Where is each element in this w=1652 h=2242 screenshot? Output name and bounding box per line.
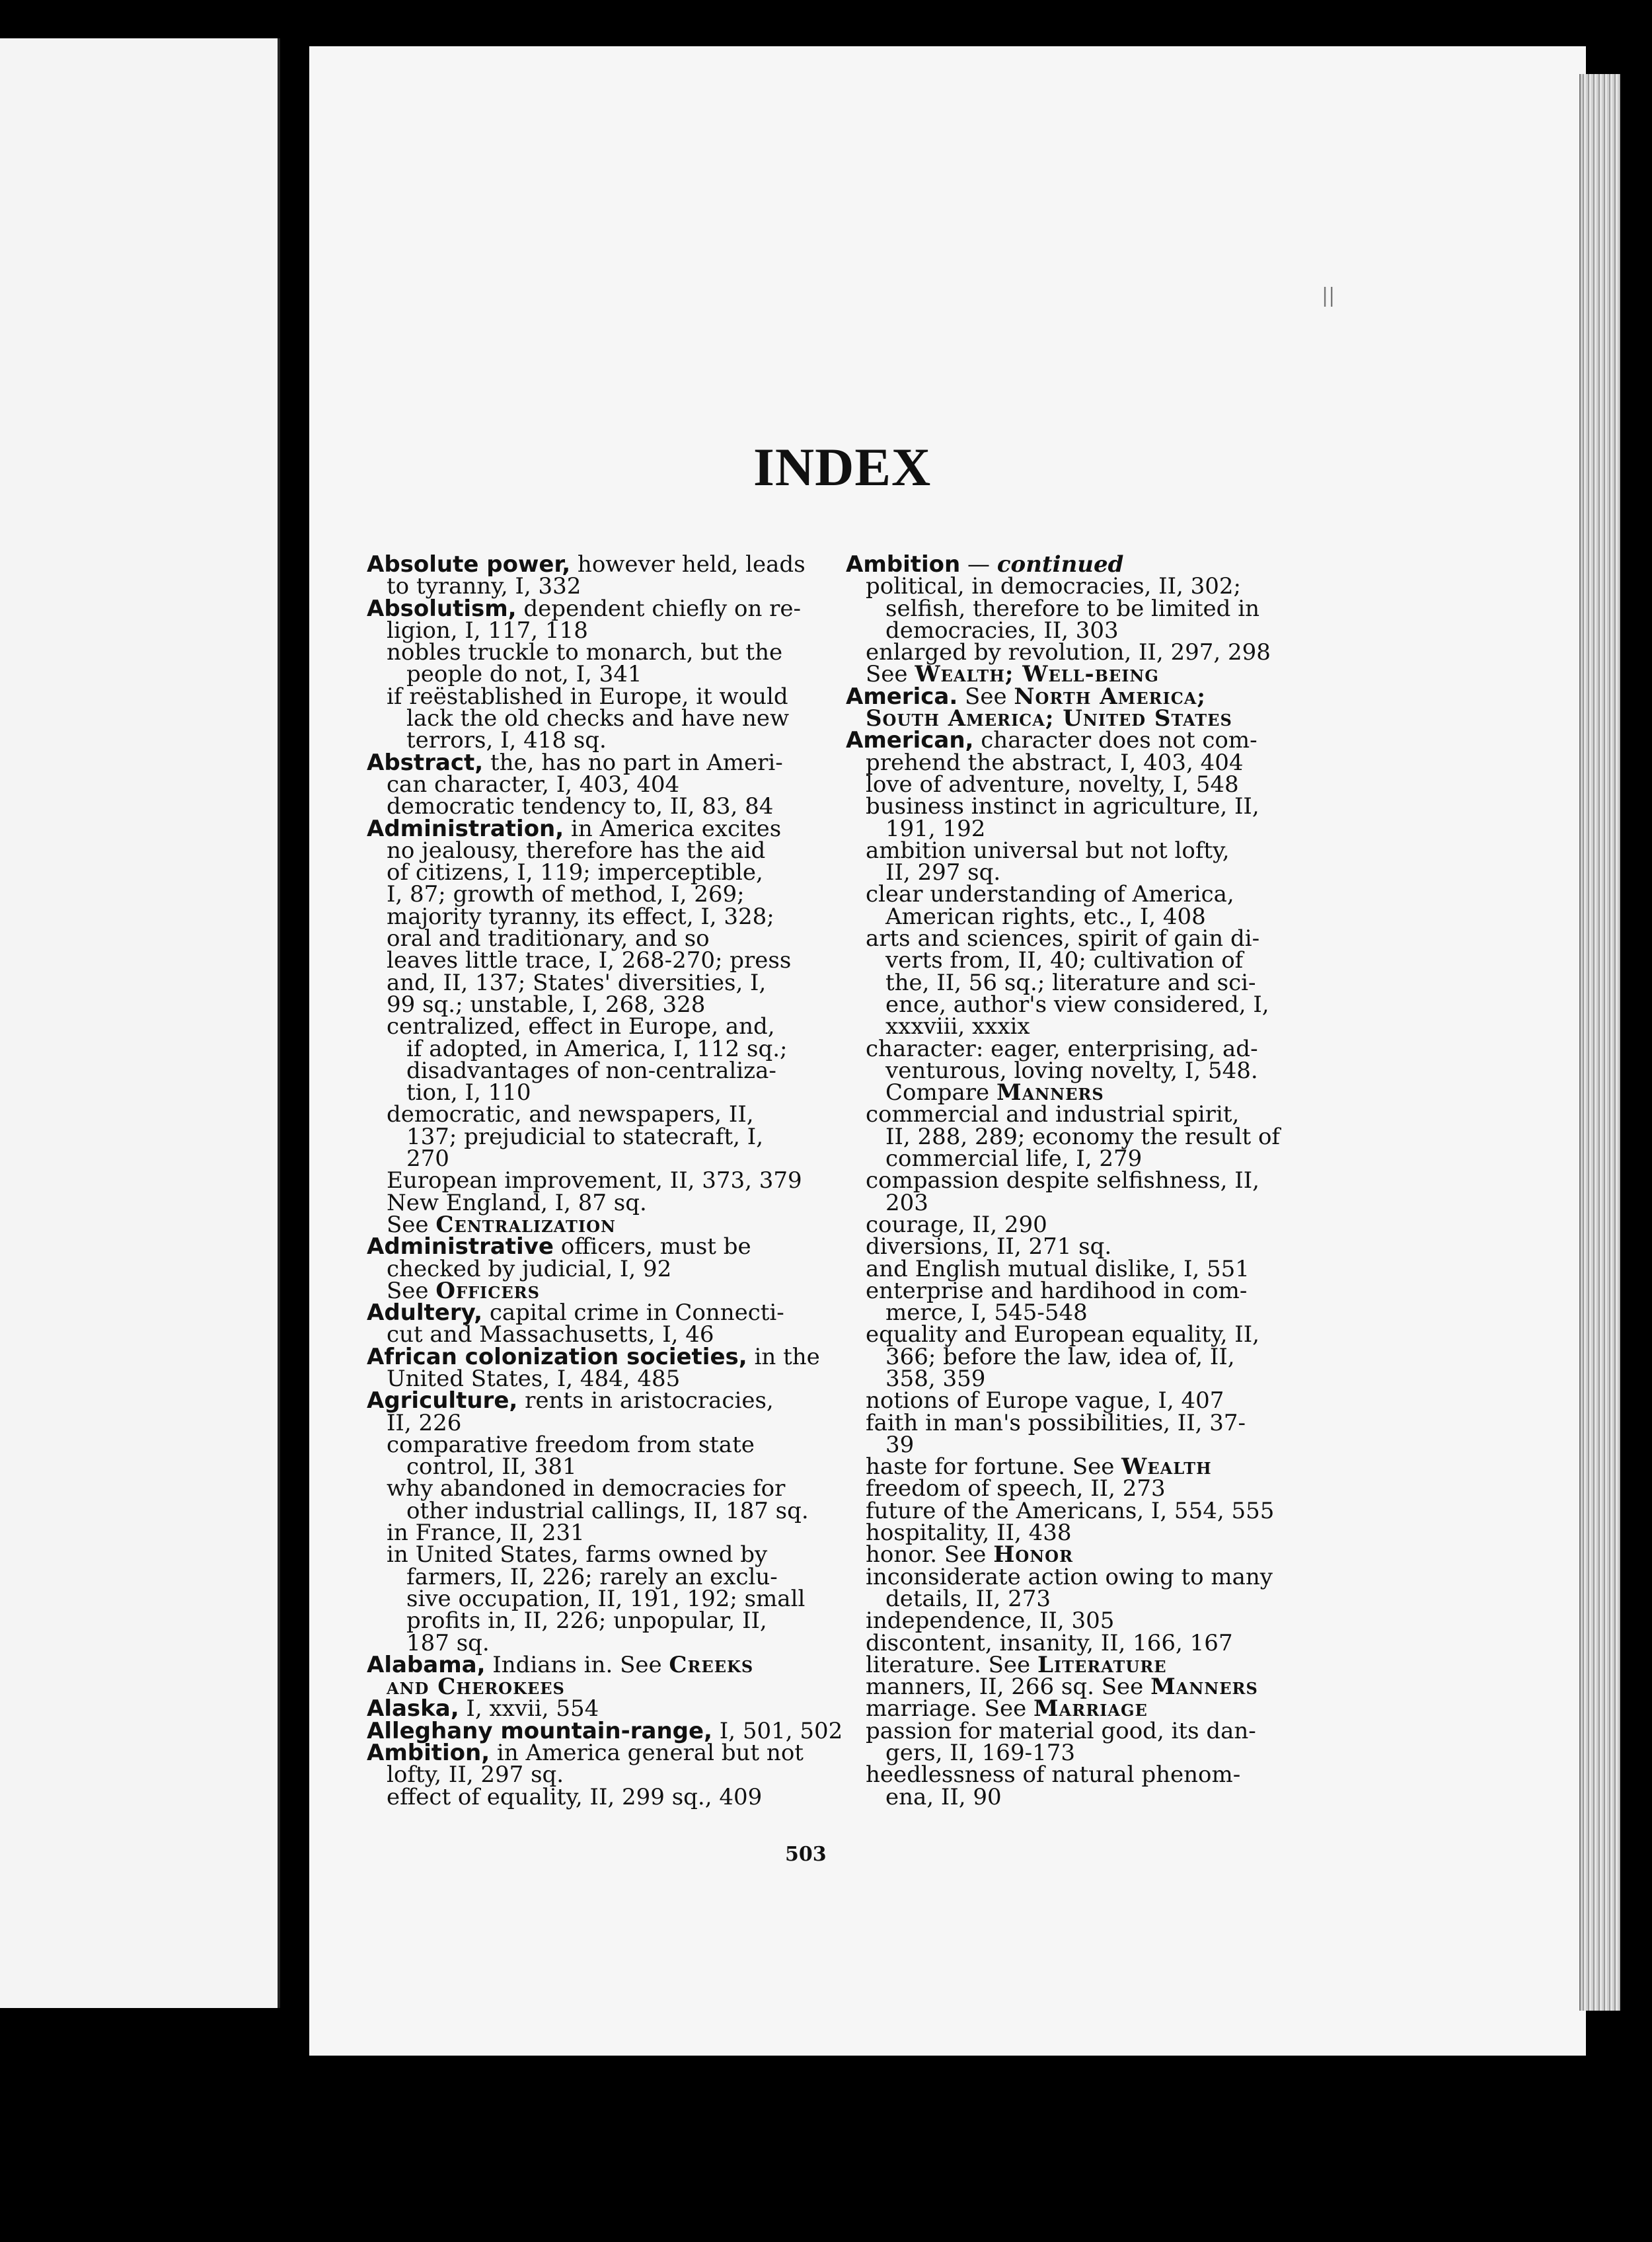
index-entry-text: lack the old checks and have new [406,705,790,732]
index-entry-text: notions of Europe vague, I, 407 [866,1387,1224,1414]
index-entry-text: hospitality, II, 438 [866,1520,1072,1547]
index-line [367,683,829,710]
index-entry-text: selfish, therefore to be limited in [885,595,1259,622]
index-entry-text: details, II, 273 [885,1585,1051,1612]
index-line [367,1475,829,1502]
index-entry-text: in United States, farms owned by [387,1541,768,1568]
index-line [367,1123,829,1150]
index-line [367,1101,829,1128]
index-line [846,1365,1298,1392]
index-entry-text: haste for fortune. See [866,1453,1122,1481]
index-entry-text: marriage. See [866,1695,1034,1722]
index-line [367,1629,829,1656]
index-entry-text: effect of equality, II, 299 sq., 409 [387,1783,763,1810]
index-line [367,1233,829,1260]
index-line [846,947,1298,974]
index-entry-text: 39 [885,1431,915,1458]
index-line [367,1520,829,1547]
index-entry-text: in the [747,1343,820,1370]
index-line [367,595,829,622]
index-entry-text: rents in aristocracies, [517,1387,774,1414]
index-line [846,1585,1298,1612]
index-entry-text: lofty, II, 297 sq. [387,1761,564,1789]
index-entry-text: oral and traditionary, and so [387,925,710,952]
index-line [367,749,829,776]
index-entry-text: clear understanding of America, [866,881,1234,908]
index-entry-text: farmers, II, 226; rarely an exclu- [406,1563,778,1590]
index-entry-text: however held, leads [570,551,806,578]
index-entry-text: compassion despite selfishness, II, [866,1167,1259,1194]
index-line [846,705,1298,732]
index-entry-text: people do not, I, 341 [406,661,642,688]
index-entry-text: Compare [885,1079,996,1106]
index-entry-text: dependent chiefly on re- [516,595,802,622]
index-entry-text: to tyranny, I, 332 [387,573,582,600]
index-entry-text: in America general but not [490,1740,804,1767]
cross-reference: South America; United States [866,705,1232,732]
index-line [367,1189,829,1216]
index-line [846,1674,1298,1701]
index-entry-text: enlarged by revolution, II, 297, 298 [866,639,1271,666]
index-line [846,793,1298,820]
index-entry-text: terrors, I, 418 sq. [406,727,607,754]
index-headword: Absolute power, [367,551,571,578]
index-entry-text: honor. See [866,1541,994,1568]
index-line [846,595,1298,622]
index-line [846,1695,1298,1722]
index-line [846,1189,1298,1216]
index-entry-text: 187 sq. [406,1629,490,1656]
index-entry-text: control, II, 381 [406,1453,577,1481]
index-line [367,705,829,732]
index-entry-text: See [387,1277,436,1304]
index-entry-text: passion for material good, its dan- [866,1717,1256,1744]
cross-reference: Manners [1150,1674,1258,1701]
cross-reference: Creeks [669,1651,754,1678]
index-entry-text: comparative freedom from state [387,1431,755,1458]
index-entry-text: sive occupation, II, 191, 192; small [406,1585,806,1612]
index-headword: Administration, [367,815,564,842]
index-entry-text: See [866,661,915,688]
index-entry-text: majority tyranny, its effect, I, 328; [387,903,774,930]
index-column-right [846,551,1298,1810]
index-entry-text: See [957,683,1014,710]
index-line [367,1783,829,1810]
index-entry-text: I, 87; growth of method, I, 269; [387,881,745,908]
index-entry-text: the, II, 56 sq.; literature and sci- [885,969,1256,996]
index-entry-text: and, II, 137; States' diversities, I, [387,969,767,996]
index-entry-text: arts and sciences, spirit of gain di- [866,925,1260,952]
index-entry-text: 99 sq.; unstable, I, 268, 328 [387,991,706,1018]
index-entry-text: 137; prejudicial to statecraft, I, [406,1123,764,1150]
index-line [367,1674,829,1701]
index-entry-text: checked by judicial, I, 92 [387,1255,672,1282]
index-line [846,1255,1298,1282]
index-line [367,1255,829,1282]
index-line [367,1651,829,1678]
index-line [367,1387,829,1414]
index-entry-text: officers, must be [553,1233,751,1260]
index-line [367,925,829,952]
index-line [846,903,1298,930]
index-entry-text: why abandoned in democracies for [387,1475,786,1502]
index-line [846,815,1298,842]
index-entry-text: See [387,1211,436,1238]
page-edges [1579,74,1620,2011]
index-line [846,1431,1298,1458]
index-entry-text: United States, I, 484, 485 [387,1365,681,1392]
index-line [846,1783,1298,1810]
index-line [367,881,829,908]
index-entry-text: 191, 192 [885,815,986,842]
index-column-left [367,551,843,1810]
index-line [846,1387,1298,1414]
index-line [846,1123,1298,1150]
index-line [367,1167,829,1194]
index-headword: Alabama, [367,1651,486,1678]
index-entry-text: in France, II, 231 [387,1520,585,1547]
page-number: 503 [785,1843,827,1866]
page-title: INDEX [753,437,932,497]
index-line [846,881,1298,908]
index-line [846,1211,1298,1238]
index-line [846,1475,1298,1502]
index-headword: Agriculture, [367,1387,518,1414]
index-entry-text: merce, I, 545-548 [885,1299,1088,1327]
index-line [846,617,1298,644]
index-line [367,1145,829,1173]
index-entry-text: courage, II, 290 [866,1211,1047,1238]
index-entry-text: nobles truckle to monarch, but the [387,639,783,666]
index-entry-text: democratic, and newspapers, II, [387,1101,754,1128]
index-line [846,1167,1298,1194]
index-line [846,1321,1298,1348]
index-line [367,1035,829,1062]
index-entry-text: American rights, etc., I, 408 [885,903,1206,930]
index-entry-text: II, 226 [387,1409,462,1436]
index-line [367,1299,829,1327]
facing-page [0,38,280,2008]
index-entry-text: can character, I, 403, 404 [387,771,680,798]
index-line [846,837,1298,864]
index-line [846,749,1298,776]
index-line [367,947,829,974]
index-headword: Adultery, [367,1299,483,1327]
index-line [367,815,829,842]
index-headword: Alleghany mountain-range, [367,1717,712,1744]
index-entry-text: business instinct in agriculture, II, [866,793,1259,820]
index-line [367,1585,829,1612]
index-line [846,1299,1298,1327]
index-headword: Ambition [846,551,961,578]
index-entry-text: equality and European equality, II, [866,1321,1259,1348]
index-line [367,793,829,820]
index-entry-text: European improvement, II, 373, 379 [387,1167,802,1194]
index-line [367,1365,829,1392]
index-headword: Abstract, [367,749,484,776]
index-line [367,639,829,666]
cross-reference: Literature [1037,1651,1167,1678]
index-line [846,859,1298,886]
index-line [367,1277,829,1304]
index-entry-text: Indians in. See [485,1651,669,1678]
index-line [367,1497,829,1524]
cross-reference: Wealth; Well-being [915,661,1159,688]
index-entry-text: independence, II, 305 [866,1607,1115,1635]
index-entry-text: I, 501, 502 [712,1717,843,1744]
index-line [367,1607,829,1635]
index-line [846,639,1298,666]
index-headword: America. [846,683,958,710]
index-entry-text: heedlessness of natural phenom- [866,1761,1241,1789]
index-entry-text: New England, I, 87 sq. [387,1189,647,1216]
index-entry-text: if adopted, in America, I, 112 sq.; [406,1035,788,1062]
index-line [846,1607,1298,1635]
index-headword: Alaska, [367,1695,459,1722]
index-line [846,551,1298,578]
index-entry-text: prehend the abstract, I, 403, 404 [866,749,1244,776]
index-line [846,1101,1298,1128]
index-entry-text: enterprise and hardihood in com- [866,1277,1248,1304]
index-line [846,771,1298,798]
index-line [367,859,829,886]
index-entry-text: centralized, effect in Europe, and, [387,1013,775,1040]
index-line [367,1431,829,1458]
index-entry-text: discontent, insanity, II, 166, 167 [866,1629,1233,1656]
index-line [367,991,829,1018]
index-line [846,683,1298,710]
index-entry-text: character does not com- [973,727,1258,754]
index-entry-text: freedom of speech, II, 273 [866,1475,1166,1502]
index-entry-text: 203 [885,1189,928,1216]
index-entry-text: leaves little trace, I, 268-270; press [387,947,792,974]
cross-reference: Marriage [1033,1695,1148,1722]
index-line [367,573,829,600]
index-line [846,1563,1298,1590]
index-entry-text: and English mutual dislike, I, 551 [866,1255,1250,1282]
index-line [846,1343,1298,1370]
continued-label: continued [996,551,1124,578]
index-line [846,1453,1298,1481]
cross-reference: Centralization [435,1211,616,1238]
index-entry-text: cut and Massachusetts, I, 46 [387,1321,714,1348]
index-entry-text: future of the Americans, I, 554, 555 [866,1497,1275,1524]
index-entry-text: I, xxvii, 554 [459,1695,599,1722]
cross-reference: Officers [435,1277,540,1304]
index-line [367,1343,829,1370]
index-entry-text: verts from, II, 40; cultivation of [885,947,1244,974]
index-line [367,617,829,644]
index-line [367,1013,829,1040]
index-line [846,1057,1298,1084]
cross-reference: North America; [1014,683,1206,710]
index-entry-text: political, in democracies, II, 302; [866,573,1241,600]
index-headword: Absolutism, [367,595,517,622]
index-entry-text: ambition universal but not lofty, [866,837,1230,864]
index-line [846,1233,1298,1260]
index-line [367,1409,829,1436]
index-line [846,661,1298,688]
index-entry-text: in America excites [564,815,782,842]
index-line [846,727,1298,754]
index-headword: African colonization societies, [367,1343,747,1370]
index-entry-text: diversions, II, 271 sq. [866,1233,1112,1260]
index-entry-text: love of adventure, novelty, I, 548 [866,771,1239,798]
index-entry-text: commercial and industrial spirit, [866,1101,1240,1128]
index-entry-text: gers, II, 169-173 [885,1740,1075,1767]
cross-reference: Honor [993,1541,1074,1568]
index-entry-text: faith in man's possibilities, II, 37- [866,1409,1246,1436]
index-entry-text: ena, II, 90 [885,1783,1002,1810]
index-entry-text: character: eager, enterprising, ad- [866,1035,1258,1062]
index-line [846,1497,1298,1524]
index-line [367,551,829,578]
index-line [846,1277,1298,1304]
index-entry-text: democracies, II, 303 [885,617,1119,644]
index-entry-text: no jealousy, therefore has the aid [387,837,766,864]
index-line [846,925,1298,952]
index-entry-text: literature. See [866,1651,1037,1678]
index-line [367,1079,829,1106]
index-entry-text: the, has no part in Ameri- [483,749,783,776]
index-entry-text: inconsiderate action owing to many [866,1563,1273,1590]
index-line [846,1717,1298,1744]
index-entry-text: commercial life, I, 279 [885,1145,1143,1173]
index-line [846,1761,1298,1789]
index-headword: Ambition, [367,1740,490,1767]
index-headword: Administrative [367,1233,554,1260]
index-entry-text: ligion, I, 117, 118 [387,617,588,644]
cross-reference: Wealth [1121,1453,1212,1481]
index-entry-text: capital crime in Connecti- [482,1299,784,1327]
index-entry-text: II, 297 sq. [885,859,1001,886]
index-entry-text: of citizens, I, 119; imperceptible, [387,859,763,886]
index-line [846,1035,1298,1062]
index-line [846,1651,1298,1678]
index-line [367,1740,829,1767]
cross-reference: Manners [996,1079,1104,1106]
index-line [367,1321,829,1348]
index-line [367,1211,829,1238]
index-line [846,1520,1298,1547]
index-line [846,573,1298,600]
index-line [367,1761,829,1789]
index-entry-text: II, 288, 289; economy the result of [885,1123,1281,1150]
index-line [367,1057,829,1084]
index-headword: American, [846,727,974,754]
index-entry-text: — [960,551,997,578]
index-line [846,991,1298,1018]
index-line [846,1079,1298,1106]
index-line [367,727,829,754]
index-line [367,837,829,864]
index-line [367,1453,829,1481]
index-line [846,969,1298,996]
index-line [367,903,829,930]
index-line [846,1409,1298,1436]
index-entry-text: if reëstablished in Europe, it would [387,683,788,710]
index-line [846,1629,1298,1656]
index-entry-text: tion, I, 110 [406,1079,531,1106]
index-entry-text: 366; before the law, idea of, II, [885,1343,1235,1370]
index-entry-text: democratic tendency to, II, 83, 84 [387,793,774,820]
index-line [367,969,829,996]
index-entry-text: profits in, II, 226; unpopular, II, [406,1607,767,1635]
index-entry-text: venturous, loving novelty, I, 548. [885,1057,1258,1084]
index-entry-text: 270 [406,1145,449,1173]
index-line [367,661,829,688]
index-entry-text: other industrial callings, II, 187 sq. [406,1497,809,1524]
index-entry-text: disadvantages of non-centraliza- [406,1057,776,1084]
index-line [367,1717,843,1744]
cross-reference: and Cherokees [387,1674,565,1701]
index-line [367,1541,829,1568]
index-entry-text: ence, author's view considered, I, [885,991,1269,1018]
index-line [367,1563,829,1590]
index-line [367,1695,829,1722]
index-entry-text: 358, 359 [885,1365,986,1392]
index-line [367,771,829,798]
index-entry-text: manners, II, 266 sq. See [866,1674,1151,1701]
gutter-mark: || [1322,284,1335,307]
index-line [846,1013,1298,1040]
index-line [846,1740,1298,1767]
index-line [846,1541,1298,1568]
index-entry-text: xxxviii, xxxix [885,1013,1030,1040]
index-line [846,1145,1298,1173]
